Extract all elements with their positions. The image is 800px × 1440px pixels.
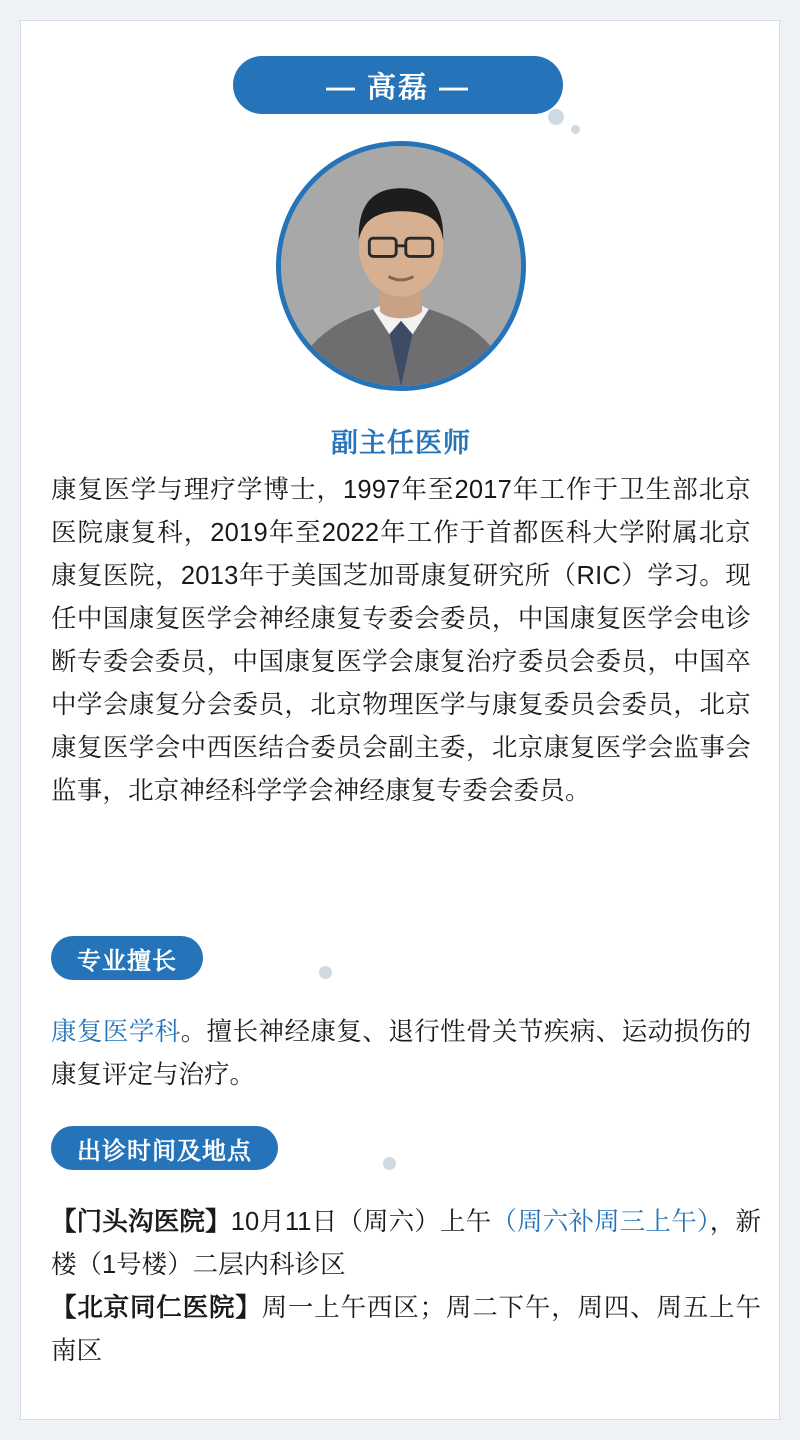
speciality-highlight: 康复医学科 xyxy=(51,1018,181,1046)
decorative-dot xyxy=(383,1157,396,1170)
schedule-line-1-main: 10月11日（周六）上午 xyxy=(230,1208,492,1236)
section-label-schedule xyxy=(51,1126,278,1170)
schedule-text xyxy=(51,1201,761,1373)
decorative-dot xyxy=(548,109,564,125)
decorative-dot xyxy=(571,125,580,134)
section-label-speciality-text: 专业擅长 xyxy=(77,947,177,975)
schedule-line-2-main: 周一上午西区；周二下午，周四、周五上午南区 xyxy=(51,1294,761,1365)
speciality-body: 。擅长神经康复、退行性骨关节疾病、运动损伤的康复评定与治疗。 xyxy=(51,1018,751,1089)
doctor-portrait xyxy=(276,141,526,391)
decorative-dot xyxy=(319,966,332,979)
schedule-line-1-prefix: 【门头沟医院】 xyxy=(51,1208,231,1236)
doctor-bio: 康复医学与理疗学博士，1997年至2017年工作于卫生部北京医院康复科，2019年至2022年工作于首都医科大学附属北京康复医院，2013年于美国芝加哥康复研究所（RIC）学习。现任中国康复医学会神经康复专委会委员，中国康复医学会电诊断专委会委员，中国康复医学会康复治疗委员会委员，中国卒中学会康复分会委员，北京物理医学与康复委员会委员，北京康复医学会中西医结合委员会副主委，北京康复医学会监事会监事，北京神经科学学会神经康复专委会委员。 xyxy=(51,476,751,805)
section-label-schedule-text: 出诊时间及地点 xyxy=(77,1137,252,1165)
schedule-line-1-suffix: ，新楼（1号楼）二层内科诊区 xyxy=(51,1208,761,1279)
schedule-line-2-prefix: 【北京同仁医院】 xyxy=(51,1294,262,1322)
doctor-name: — 高磊 — xyxy=(325,71,471,104)
schedule-line-2 xyxy=(51,1287,761,1373)
speciality-text xyxy=(51,1011,751,1097)
doctor-profile-card xyxy=(20,20,780,1420)
schedule-line-1-highlight: （周六补周三上午） xyxy=(491,1208,710,1236)
doctor-name-banner xyxy=(233,56,563,114)
doctor-title: 副主任医师 xyxy=(331,428,471,458)
portrait-image xyxy=(281,146,521,386)
section-label-speciality xyxy=(51,936,203,980)
schedule-line-1 xyxy=(51,1201,761,1287)
